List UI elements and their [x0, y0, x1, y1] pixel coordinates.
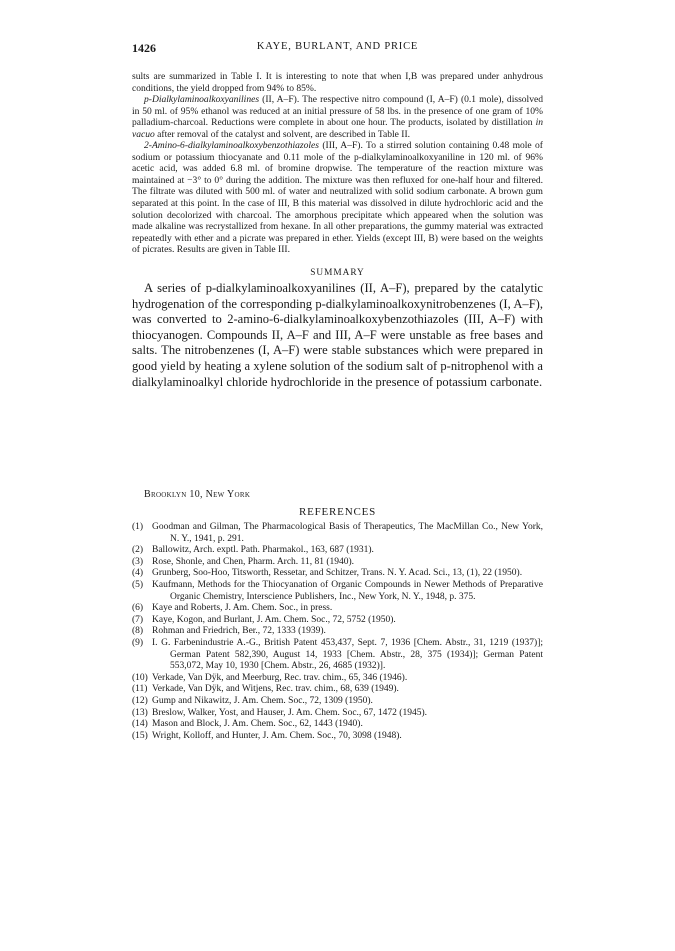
reference-text: Wright, Kolloff, and Hunter, J. Am. Chem. Soc., 70, 3098 (1948).: [152, 730, 402, 741]
reference-text: Goodman and Gilman, The Pharmacological Basis of Therapeutics, The MacMillan Co., New York, N. Y., 1941, p. 291.: [152, 522, 543, 544]
reference-item: [132, 603, 543, 615]
reference-text: I. G. Farbenindustrie A.-G., British Patent 453,437, Sept. 7, 1936 [Chem. Abstr., 31, 1219 (1937)]; German Patent 582,390, August 14, 1933 [Chem. Abstr., 28, 375 (1934)]; German Patent 553,072, May 10, 1930 [Chem. Abstr., 26, 4685 (1932)].: [152, 637, 543, 672]
reference-number: (3): [132, 556, 144, 567]
reference-number: (8): [132, 626, 144, 637]
reference-text: Verkade, Van Dÿk, and Witjens, Rec. trav. chim., 68, 639 (1949).: [152, 684, 399, 695]
reference-number: (5): [132, 579, 144, 590]
paragraph-title: p-Dialkylaminoalkoxyanilines: [144, 94, 260, 106]
reference-item: [132, 731, 543, 743]
reference-item: [132, 557, 543, 569]
reference-item: [132, 696, 543, 708]
reference-item: [132, 708, 543, 720]
summary-section: [132, 281, 543, 390]
reference-item: [132, 615, 543, 627]
experimental-paragraph-2: [132, 94, 543, 140]
references-heading: REFERENCES: [298, 506, 377, 518]
paragraph-text: (II, A–F). The respective nitro compound (I, A–F) (0.1 mole), dissolved in 50 ml. of 95% ethanol was reduced at an initial pressure of 58 lbs. in the presence of one gram of 10% palladium-charcoal. Reductions were complete in about one hour. The products, isolated by distillation: [132, 94, 543, 129]
reference-number: (12): [132, 695, 148, 706]
reference-text: Mason and Block, J. Am. Chem. Soc., 62, 1443 (1940).: [152, 719, 363, 730]
italic-phrase: in vacuo: [132, 117, 543, 140]
experimental-paragraph-3: [132, 140, 543, 255]
reference-text: Breslow, Walker, Yost, and Hauser, J. Am. Chem. Soc., 67, 1472 (1945).: [152, 707, 428, 718]
summary-text: A series of p-dialkylaminoalkoxyanilines (II, A–F), prepared by the catalytic hydrogenation of the corresponding p-dialkylaminoalkoxynitrobenzenes (I, A–F), was converted to 2-amino-6-dialkylaminoalkoxybenzothiazoles (III, A–F) with thiocyanogen. Compounds II, A–F and III, A–F were unstable as free bases and salts. The nitrobenzenes (I, A–F) were stable substances which were prepared in good yield by heating a xylene solution of the sodium salt of p-nitrophenol with a dialkylaminoalkyl chloride hydrochloride in the presence of potassium carbonate.: [132, 281, 543, 389]
reference-text: Kaufmann, Methods for the Thiocyanation of Organic Compounds in Newer Methods of Preparative Organic Chemistry, Interscience Publishers, Inc., New York, N. Y., 1948, p. 375.: [152, 579, 543, 602]
paragraph-text: after removal of the catalyst and solvent, are described in Table II.: [154, 128, 411, 140]
reference-item: [132, 719, 543, 731]
reference-item: [132, 626, 543, 638]
reference-item: [132, 545, 543, 557]
reference-number: (2): [132, 545, 144, 556]
reference-item: [132, 522, 543, 545]
reference-item: [132, 684, 543, 696]
reference-number: (9): [132, 637, 144, 648]
reference-number: (15): [132, 730, 148, 741]
experimental-section: [132, 71, 543, 256]
reference-number: (1): [132, 522, 144, 532]
affiliation: Brooklyn 10, New York: [144, 489, 251, 500]
reference-number: (13): [132, 707, 148, 718]
reference-number: (4): [132, 568, 144, 579]
reference-item: [132, 580, 543, 603]
reference-item: [132, 673, 543, 685]
reference-item: [132, 638, 543, 673]
reference-text: Rohman and Friedrich, Ber., 72, 1333 (1939).: [152, 626, 326, 637]
reference-number: (11): [132, 684, 148, 695]
summary-heading: SUMMARY: [310, 268, 365, 278]
reference-text: Gump and Nikawitz, J. Am. Chem. Soc., 72, 1309 (1950).: [152, 695, 373, 706]
page-number: 1426: [132, 41, 156, 55]
reference-text: Ballowitz, Arch. exptl. Path. Pharmakol., 163, 687 (1931).: [152, 545, 374, 556]
reference-text: Kaye and Roberts, J. Am. Chem. Soc., in press.: [152, 603, 333, 614]
reference-number: (10): [132, 672, 148, 683]
reference-number: (6): [132, 603, 144, 614]
reference-item: [132, 568, 543, 580]
paragraph-text: (III, A–F). To a stirred solution containing 0.48 mole of sodium or potassium thiocyanate and 0.11 mole of the p-dialkylaminoalkoxyaniline in 120 ml. of 96% acetic acid, was added 6.8 ml. of bromine dropwise. The temperature of the reaction mixture was maintained at −3° to 0° during the addition. The mixture was then refluxed for one-half hour and filtered. The filtrate was diluted with 500 ml. of water and neutralized with solid sodium carbonate. A brown gum separated at this point. In the case of III, B this material was dissolved in dilute hydrochloric acid and the solution decolorized with charcoal. The amorphous precipitate which appeared when the solution was made alkaline was recrystallized from hexane. In all other preparations, the gummy material was extracted repeatedly with ether and a picrate was prepared in ether. Yields (except III, B) were based on the weights of picrates. Results are given in Table III.: [132, 140, 543, 256]
running-head-authors: KAYE, BURLANT, AND PRICE: [256, 41, 419, 52]
reference-text: Grunberg, Soo-Hoo, Titsworth, Ressetar, and Schitzer, Trans. N. Y. Acad. Sci., 13, (1), 22 (1950).: [152, 568, 523, 579]
reference-number: (7): [132, 614, 144, 625]
reference-text: Kaye, Kogon, and Burlant, J. Am. Chem. Soc., 72, 5752 (1950).: [152, 614, 396, 625]
references-list: [132, 522, 543, 742]
reference-text: Verkade, Van Dÿk, and Meerburg, Rec. trav. chim., 65, 346 (1946).: [152, 672, 408, 683]
experimental-paragraph-1: sults are summarized in Table I. It is interesting to note that when I,B was prepared under anhydrous conditions, the yield dropped from 94% to 85%.: [132, 71, 543, 94]
reference-text: Rose, Shonle, and Chen, Pharm. Arch. 11, 81 (1940).: [152, 556, 355, 567]
paragraph-title: 2-Amino-6-dialkylaminoalkoxybenzothiazoles: [144, 140, 319, 152]
running-head: [132, 41, 543, 55]
reference-number: (14): [132, 719, 148, 730]
